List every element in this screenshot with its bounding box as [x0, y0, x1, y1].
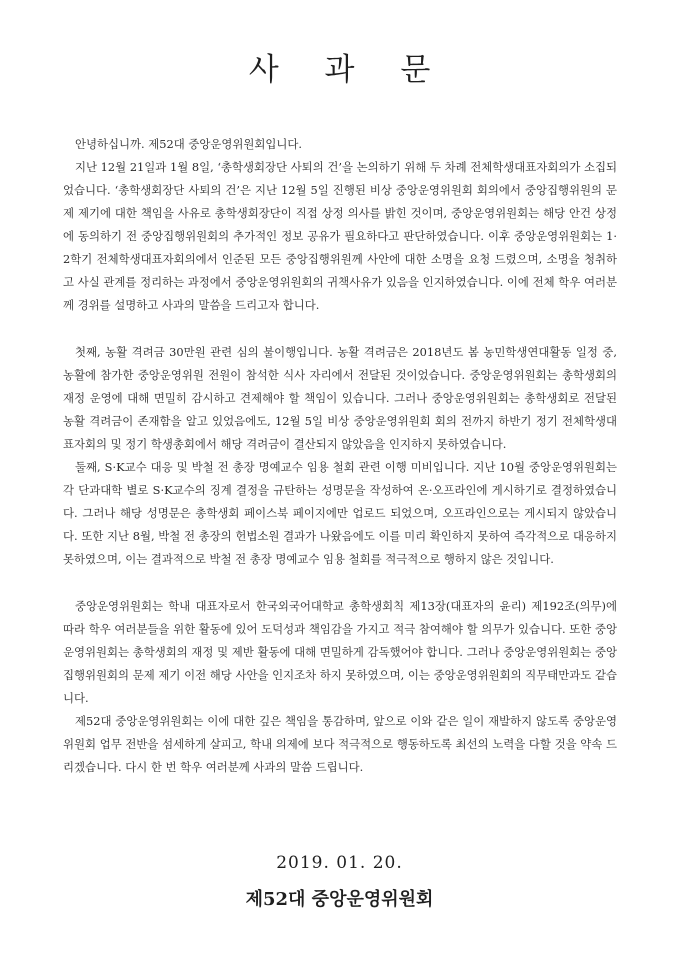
page-title: 사 과 문	[248, 52, 449, 88]
second-issue-paragraph: 둘째, S·K교수 대응 및 박철 전 총장 명예교수 임용 철회 관련 이행 미비입니다. 지난 10월 중앙운영위원회는 각 단과대학 별로 S·K교수의 징계 결정을 규탄하는 성명문을 작성하여 온·오프라인에 게시하기로 결정하였습니다. 그러나 해당 성명문은 총학생회 페이스북 페이지에만 업로드 되었으며, 오프라인으로는 게시되지 않았습니다. 또한 지난 8월, 박철 전 총장의 헌법소원 결과가 나왔음에도 이를 미리 확인하지 못하여 즉각적으로 대응하지 못하였으며, 이는 결과적으로 박철 전 총장 명예교수 임용 철회를 적극적으로 행하지 않은 것입니다.	[63, 460, 617, 566]
signature: 제52대 중앙운영위원회	[245, 889, 434, 910]
paragraph-spacer	[63, 317, 617, 341]
paragraph-spacer	[63, 571, 617, 595]
statement-date: 2019. 01. 20.	[276, 853, 403, 873]
statement-body	[63, 133, 617, 779]
duty-paragraph: 중앙운영위원회는 학내 대표자로서 한국외국어대학교 총학생회칙 제13장(대표자의 윤리) 제192조(의무)에 따라 학우 여러분들을 위한 활동에 있어 도덕성과 책임감을 가지고 적극 참여해야 할 의무가 있습니다. 또한 중앙운영위원회는 총학생회의 재정 및 제반 활동에 대해 면밀하게 감독했어야 합니다. 그러나 중앙운영위원회는 중앙집행위원회의 문제 제기 이전 해당 사안을 인지조차 하지 못하였으며, 이는 중앙운영위원회의 직무태만과도 같습니다.	[63, 599, 617, 705]
apology-paragraph: 제52대 중앙운영위원회는 이에 대한 깊은 책임을 통감하며, 앞으로 이와 같은 일이 재발하지 않도록 중앙운영위원회 업무 전반을 섬세하게 살피고, 학내 의제에 보다 적극적으로 행동하도록 최선의 노력을 다할 것을 약속 드리겠습니다. 다시 한 번 학우 여러분께 사과의 말씀 드립니다.	[63, 714, 617, 774]
background-paragraph: 지난 12월 21일과 1월 8일, ‘총학생회장단 사퇴의 건’을 논의하기 위해 두 차례 전체학생대표자회의가 소집되었습니다. ‘총학생회장단 사퇴의 건’은 지난 12월 5일 진행된 비상 중앙운영위원회 회의에서 중앙집행위원의 문제 제기에 대한 책임을 사유로 총학생회장단이 직접 상정 의사를 밝힌 것이며, 중앙운영위원회는 해당 안건 상정에 동의하기 전 중앙집행위원회의 추가적인 정보 공유가 필요하다고 판단하였습니다. 이후 중앙운영위원회는 1·2학기 전체학생대표자회의에서 인준된 모든 중앙집행위원께 사안에 대한 소명을 요청 드렸으며, 소명을 청취하고 사실 관계를 정리하는 과정에서 중앙운영위원회의 귀책사유가 있음을 인지하였습니다. 이에 전체 학우 여러분께 경위를 설명하고 사과의 말씀을 드리고자 합니다.	[63, 160, 617, 312]
first-issue-paragraph: 첫째, 농활 격려금 30만원 관련 심의 불이행입니다. 농활 격려금은 2018년도 봄 농민학생연대활동 일정 중, 농활에 참가한 중앙운영위원 전원이 참석한 식사 자리에서 전달된 것이었습니다. 중앙운영위원회는 총학생회의 재정 운영에 대해 면밀히 감시하고 견제해야 할 책임이 있습니다. 그러나 중앙운영위원회는 총학생회로 전달된 농활 격려금이 존재함을 알고 있었음에도, 12월 5일 비상 중앙운영위원회 회의 전까지 하반기 정기 전체학생대표자회의 및 정기 학생총회에서 해당 격려금이 결산되지 않았음을 인지하지 못하였습니다.	[63, 345, 617, 451]
greeting-paragraph: 안녕하십니까. 제52대 중앙운영위원회입니다.	[75, 137, 303, 151]
